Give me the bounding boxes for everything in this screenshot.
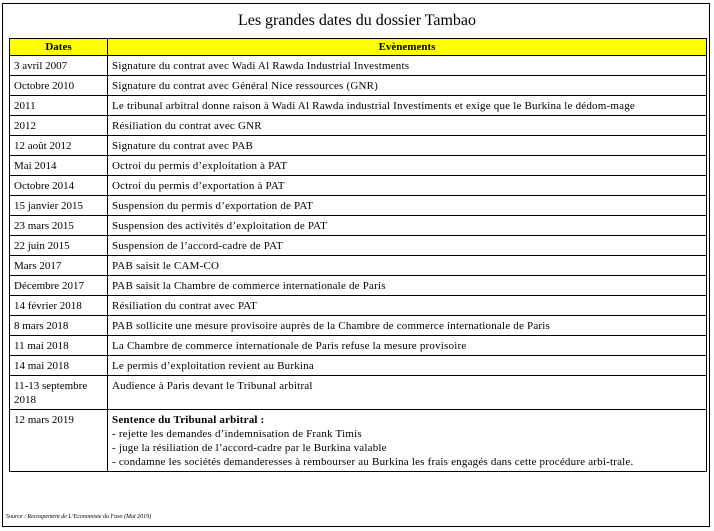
final-row-event — [108, 410, 707, 472]
row-date: Décembre 2017 — [10, 276, 108, 296]
row-date: 3 avril 2007 — [10, 56, 108, 76]
document-frame — [2, 3, 710, 527]
sentence-heading: Sentence du Tribunal arbitral : — [112, 414, 265, 426]
sentence-line: - rejette les demandes d’indemnisation de Frank Timis — [112, 428, 362, 440]
table-row — [10, 56, 707, 76]
row-date: 11 mai 2018 — [10, 336, 108, 356]
sentence-line: - condamne les sociétés demanderesses à rembourser au Burkina les frais engagés dans cette procédure arbi-trale. — [112, 456, 634, 468]
table-row — [10, 96, 707, 116]
row-date: 11-13 septembre 2018 — [10, 376, 108, 410]
table-row — [10, 256, 707, 276]
row-event: Suspension du permis d’exportation de PAT — [108, 196, 707, 216]
table-row — [10, 356, 707, 376]
table-row — [10, 236, 707, 256]
sentence-line: - juge la résiliation de l’accord-cadre par le Burkina valable — [112, 442, 387, 454]
row-event: Le tribunal arbitral donne raison à Wadi Al Rawda industrial Investiments et exige que le Burkina le dédom-mage — [108, 96, 707, 116]
table-row — [10, 276, 707, 296]
row-event: Octroi du permis d’exploitation à PAT — [108, 156, 707, 176]
row-date: 8 mars 2018 — [10, 316, 108, 336]
row-event: Signature du contrat avec Général Nice ressources (GNR) — [108, 76, 707, 96]
table-row — [10, 376, 707, 410]
row-event: Le permis d’exploitation revient au Burkina — [108, 356, 707, 376]
row-date: 14 février 2018 — [10, 296, 108, 316]
final-row — [10, 410, 707, 472]
table-row — [10, 136, 707, 156]
row-date: 14 mai 2018 — [10, 356, 108, 376]
row-event: PAB saisit la Chambre de commerce internationale de Paris — [108, 276, 707, 296]
table-row — [10, 196, 707, 216]
table-row — [10, 156, 707, 176]
row-date: 23 mars 2015 — [10, 216, 108, 236]
final-row-date: 12 mars 2019 — [10, 410, 108, 472]
row-event: PAB saisit le CAM-CO — [108, 256, 707, 276]
row-event: Signature du contrat avec PAB — [108, 136, 707, 156]
row-date: Octobre 2010 — [10, 76, 108, 96]
row-date: Mai 2014 — [10, 156, 108, 176]
row-event: Résiliation du contrat avec GNR — [108, 116, 707, 136]
row-date: 22 juin 2015 — [10, 236, 108, 256]
row-event: La Chambre de commerce internationale de Paris refuse la mesure provisoire — [108, 336, 707, 356]
table-header-row — [10, 39, 707, 56]
row-event: Suspension de l’accord-cadre de PAT — [108, 236, 707, 256]
document-title: Les grandes dates du dossier Tambao — [237, 12, 477, 29]
table-row — [10, 216, 707, 236]
table-row — [10, 116, 707, 136]
row-event: PAB sollicite une mesure provisoire auprès de la Chambre de commerce internationale de Paris — [108, 316, 707, 336]
source-note: Source : Recoupement de L’Economiste du Faso (Mai 2019) — [6, 514, 152, 520]
row-event: Octroi du permis d’exportation à PAT — [108, 176, 707, 196]
table-row — [10, 316, 707, 336]
row-date: 2012 — [10, 116, 108, 136]
row-event: Signature du contrat avec Wadi Al Rawda Industrial Investments — [108, 56, 707, 76]
table-row — [10, 336, 707, 356]
row-date: 2011 — [10, 96, 108, 116]
table-body — [10, 56, 707, 472]
timeline-table — [9, 38, 707, 472]
table-row — [10, 176, 707, 196]
row-date: 12 août 2012 — [10, 136, 108, 156]
table-row — [10, 296, 707, 316]
table-row — [10, 76, 707, 96]
row-date: 15 janvier 2015 — [10, 196, 108, 216]
row-event: Résiliation du contrat avec PAT — [108, 296, 707, 316]
header-dates: Dates — [10, 39, 108, 56]
row-date: Mars 2017 — [10, 256, 108, 276]
row-date: Octobre 2014 — [10, 176, 108, 196]
header-events: Evènements — [108, 39, 707, 56]
row-event: Suspension des activités d’exploitation de PAT — [108, 216, 707, 236]
row-event: Audience à Paris devant le Tribunal arbitral — [108, 376, 707, 410]
